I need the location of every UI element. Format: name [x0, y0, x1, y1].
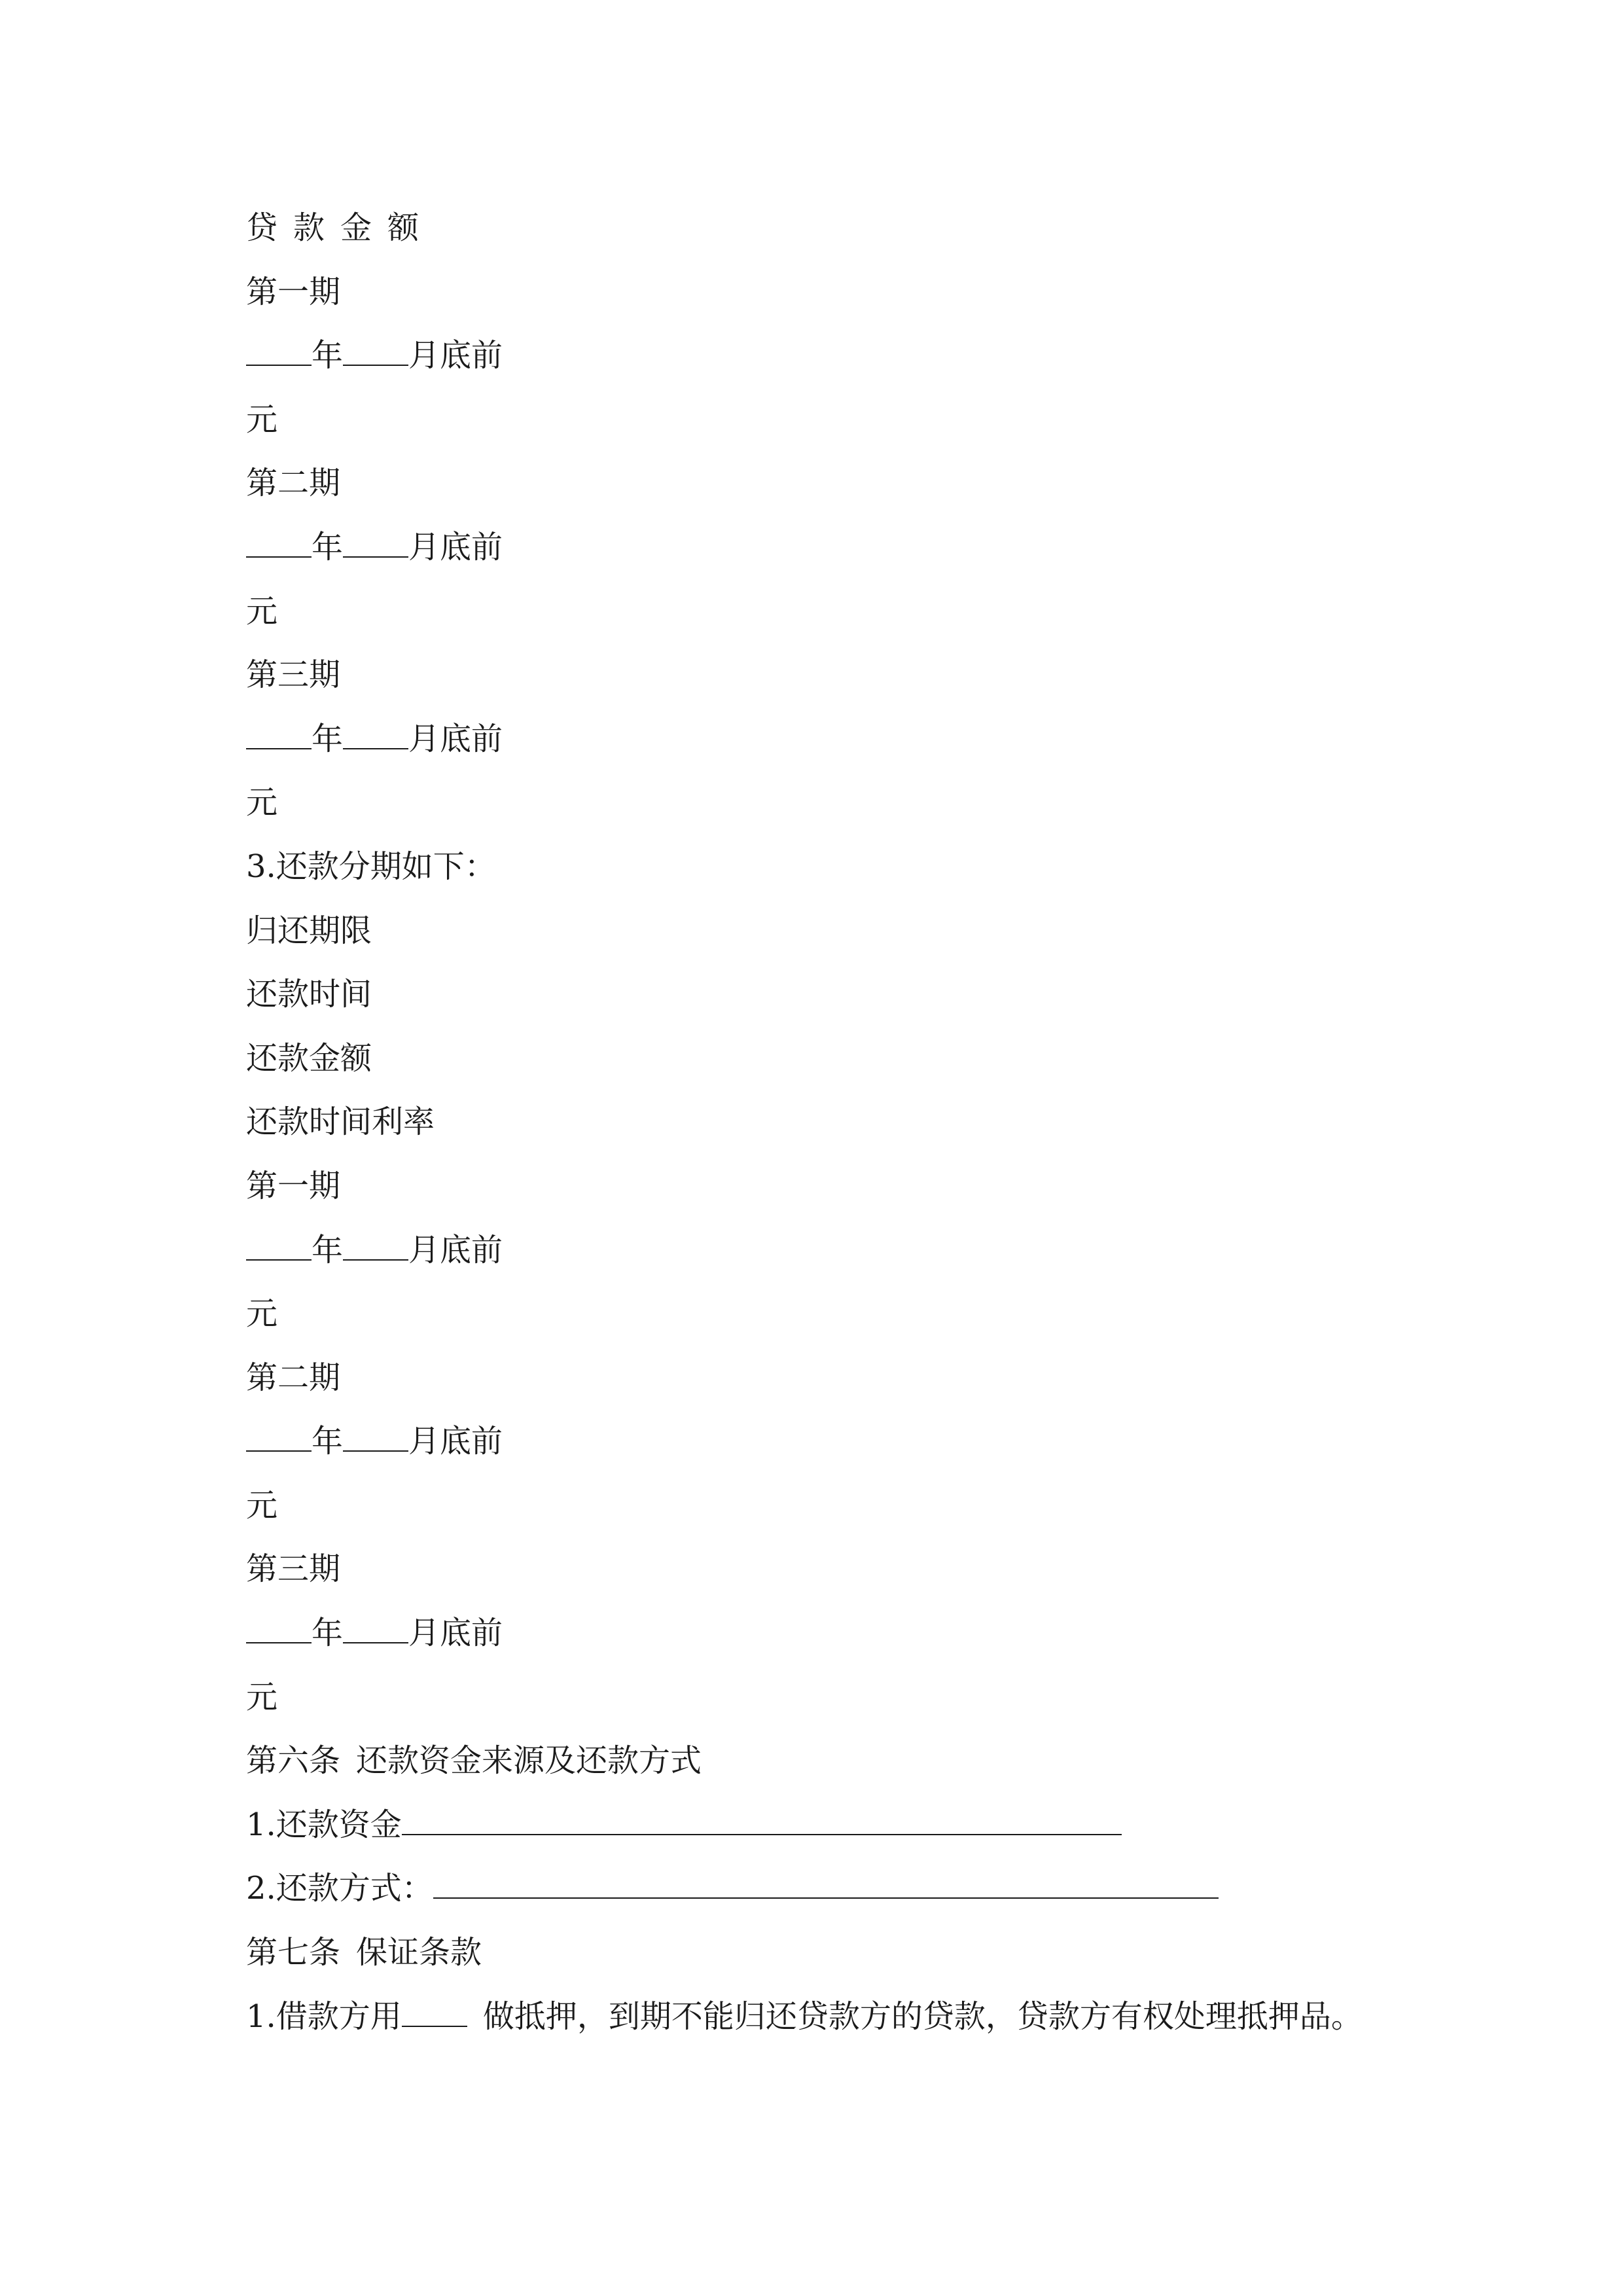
schedule2-period-1: 第一期 — [246, 1167, 341, 1204]
article7-number: 第七条 — [246, 1934, 341, 1971]
header-loan-amount: 贷款金额 — [246, 209, 435, 246]
month-label: 月底前 — [408, 528, 503, 565]
article6-number: 第六条 — [246, 1742, 341, 1780]
document-body — [246, 196, 1437, 2049]
year-label: 年 — [312, 720, 344, 757]
schedule1-unit-3: 元 — [246, 784, 278, 821]
schedule2-unit-3: 元 — [246, 1678, 278, 1715]
article7-heading: 保证条款 — [356, 1934, 482, 1971]
collateral-text: 做抵押，到期不能归还贷款方的贷款，贷款方有权处理抵押品。 — [482, 1998, 1363, 2035]
repay-method-field[interactable] — [433, 1871, 1219, 1899]
article6-title — [246, 1729, 1437, 1793]
month-label: 月底前 — [408, 1231, 503, 1268]
month-blank[interactable] — [343, 1616, 408, 1643]
schedule1-unit-2: 元 — [246, 592, 278, 630]
article7-title — [246, 1921, 1437, 1985]
schedule2-unit-1: 元 — [246, 1295, 278, 1333]
year-blank[interactable] — [246, 722, 312, 749]
month-blank[interactable] — [343, 1424, 408, 1452]
header-repay-time: 还款时间 — [246, 976, 372, 1013]
month-blank[interactable] — [343, 530, 408, 558]
schedule1-period-1: 第一期 — [246, 273, 341, 310]
header-return-period: 归还期限 — [246, 912, 372, 949]
header-repay-amount: 还款金额 — [246, 1039, 372, 1077]
article6-item2 — [246, 1857, 1437, 1921]
month-label: 月底前 — [408, 337, 503, 374]
section3-title: 3.还款分期如下： — [246, 848, 496, 885]
repay-source-field[interactable] — [402, 1808, 1122, 1835]
year-blank[interactable] — [246, 530, 312, 558]
schedule2-period-2: 第二期 — [246, 1359, 341, 1396]
schedule1-period-3: 第三期 — [246, 656, 341, 694]
repay-source-label: 1.还款资金 — [246, 1806, 402, 1843]
year-label: 年 — [312, 1615, 344, 1652]
schedule2-date-2 — [246, 1410, 1437, 1474]
collateral-field[interactable] — [402, 2000, 467, 2027]
article6-heading: 还款资金来源及还款方式 — [356, 1742, 702, 1780]
collateral-label: 1.借款方用 — [246, 1998, 402, 2035]
month-blank[interactable] — [343, 722, 408, 749]
schedule2-date-1 — [246, 1219, 1437, 1283]
year-label: 年 — [312, 337, 344, 374]
month-label: 月底前 — [408, 1423, 503, 1460]
schedule1-period-2: 第二期 — [246, 465, 341, 502]
header-repay-rate: 还款时间利率 — [246, 1103, 435, 1141]
schedule1-date-2 — [246, 516, 1437, 580]
schedule1-unit-1: 元 — [246, 401, 278, 438]
year-blank[interactable] — [246, 1233, 312, 1261]
schedule2-unit-2: 元 — [246, 1486, 278, 1524]
year-label: 年 — [312, 528, 344, 565]
article6-item1 — [246, 1793, 1437, 1857]
month-blank[interactable] — [343, 1233, 408, 1261]
year-label: 年 — [312, 1423, 344, 1460]
schedule2-period-3: 第三期 — [246, 1551, 341, 1588]
month-label: 月底前 — [408, 720, 503, 757]
month-blank[interactable] — [343, 338, 408, 366]
year-label: 年 — [312, 1231, 344, 1268]
schedule1-date-3 — [246, 708, 1437, 772]
schedule1-date-1 — [246, 324, 1437, 388]
year-blank[interactable] — [246, 1616, 312, 1643]
article7-item1 — [246, 1985, 1437, 2049]
year-blank[interactable] — [246, 1424, 312, 1452]
month-label: 月底前 — [408, 1615, 503, 1652]
schedule2-date-3 — [246, 1602, 1437, 1666]
repay-method-label: 2.还款方式： — [246, 1870, 433, 1907]
year-blank[interactable] — [246, 338, 312, 366]
